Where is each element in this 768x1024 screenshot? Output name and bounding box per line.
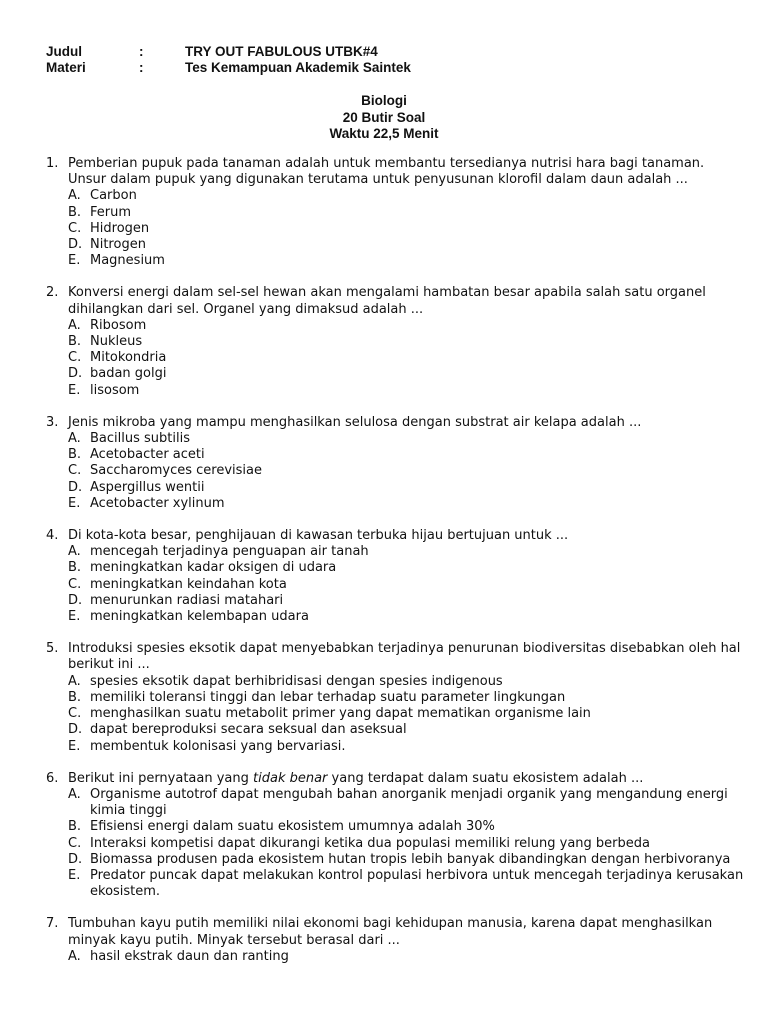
option-letter: E. (68, 738, 81, 754)
judul-colon: : (139, 44, 144, 59)
option-text: Magnesium (90, 253, 165, 269)
question-1 (46, 156, 746, 269)
option-item (68, 722, 746, 738)
option-letter: A. (68, 786, 81, 802)
option-letter: E. (68, 609, 81, 625)
question-list (46, 156, 746, 981)
option-item (68, 447, 746, 463)
option-list (68, 787, 746, 900)
question-4 (46, 528, 746, 625)
option-text: Hidrogen (90, 220, 150, 236)
option-letter: D. (68, 592, 83, 608)
option-item (68, 674, 746, 690)
judul-row (46, 44, 411, 60)
option-text: mencegah terjadinya penguapan air tanah (90, 544, 369, 560)
option-item (68, 949, 746, 965)
question-text: Di kota-kota besar, penghijauan di kawasan terbuka hijau bertujuan untuk ... (68, 528, 569, 544)
option-letter: C. (68, 706, 82, 722)
option-list (68, 674, 746, 755)
option-letter: A. (68, 673, 81, 689)
option-text: menghasilkan suatu metabolit primer yang dapat mematikan organisme lain (90, 706, 591, 722)
option-list (68, 318, 746, 399)
option-text: dapat bereproduksi secara seksual dan aseksual (90, 722, 407, 738)
option-letter: D. (68, 237, 83, 253)
option-item (68, 544, 746, 560)
option-item (68, 852, 746, 868)
option-letter: C. (68, 576, 82, 592)
time-limit: Waktu 22,5 Menit (329, 126, 439, 141)
question-7 (46, 916, 746, 965)
option-text: Carbon (90, 188, 137, 204)
materi-row (46, 60, 411, 76)
option-text: Nitrogen (90, 237, 146, 253)
option-list (68, 431, 746, 512)
option-letter: E. (68, 495, 81, 511)
option-item (68, 836, 746, 852)
option-item (68, 318, 746, 334)
question-5 (46, 641, 746, 754)
materi-value: Tes Kemampuan Akademik Saintek (185, 60, 411, 75)
option-letter: B. (68, 560, 82, 576)
option-item (68, 334, 746, 350)
option-text: Nukleus (90, 334, 143, 350)
option-item (68, 350, 746, 366)
question-number: 1. (46, 156, 59, 171)
option-item (68, 577, 746, 593)
materi-colon: : (139, 60, 144, 75)
option-text: lisosom (90, 382, 140, 398)
option-letter: E. (68, 253, 81, 269)
option-item (68, 188, 746, 204)
option-letter: B. (68, 204, 82, 220)
option-letter: E. (68, 867, 81, 883)
option-letter: A. (68, 317, 81, 333)
document-header (46, 44, 411, 76)
option-text: Saccharomyces cerevisiae (90, 463, 262, 479)
option-text: badan golgi (90, 366, 167, 382)
option-item (68, 253, 746, 269)
option-item (68, 690, 746, 706)
option-text: hasil ekstrak daun dan ranting (90, 948, 289, 964)
question-number: 6. (46, 770, 59, 786)
question-text-end: yang terdapat dalam suatu ekosistem adalah ... (327, 770, 644, 786)
option-letter: B. (68, 334, 82, 350)
option-letter: D. (68, 851, 83, 867)
option-text: Predator puncak dapat melakukan kontrol populasi herbivora untuk mencegah terjadinya kerusakan ekosistem. (90, 867, 744, 900)
option-text: Acetobacter xylinum (90, 495, 225, 511)
option-item (68, 431, 746, 447)
option-letter: A. (68, 188, 81, 204)
option-letter: B. (68, 819, 82, 835)
question-number: 5. (46, 641, 59, 657)
option-item (68, 480, 746, 496)
option-letter: B. (68, 447, 82, 463)
option-text: meningkatkan keindahan kota (90, 576, 287, 592)
question-text: Konversi energi dalam sel-sel hewan akan mengalami hambatan besar apabila salah satu organel dihilangkan dari sel. Organel yang dimaksud adalah ... (68, 285, 706, 317)
option-letter: D. (68, 366, 83, 382)
question-2 (46, 285, 746, 398)
option-item (68, 237, 746, 253)
question-6 (46, 771, 746, 901)
option-item (68, 609, 746, 625)
option-text: membentuk kolonisasi yang bervariasi. (90, 738, 346, 754)
question-text: Introduksi spesies eksotik dapat menyebabkan terjadinya penurunan biodiversitas disebabkan oleh hal berikut ini ... (68, 641, 741, 673)
option-text: menurunkan radiasi matahari (90, 592, 284, 608)
option-letter: C. (68, 220, 82, 236)
option-text: Mitokondria (90, 350, 167, 366)
question-text-emphasis: tidak benar (253, 770, 328, 786)
question-text-start: Berikut ini pernyataan yang (68, 770, 254, 786)
question-text (68, 771, 746, 787)
option-item (68, 366, 746, 382)
option-item (68, 706, 746, 722)
option-item (68, 739, 746, 755)
question-count: 20 Butir Soal (342, 109, 426, 125)
option-text: Biomassa produsen pada ekosistem hutan tropis lebih banyak dibandingkan dengan herbivoranya (90, 851, 731, 867)
option-item (68, 221, 746, 237)
question-number: 3. (46, 414, 59, 430)
option-text: Organisme autotrof dapat mengubah bahan anorganik menjadi organik yang mengandung energi kimia tinggi (90, 786, 728, 819)
question-number: 7. (46, 916, 59, 932)
option-item (68, 560, 746, 576)
option-item (68, 819, 746, 835)
option-list (68, 544, 746, 625)
option-text: memiliki toleransi tinggi dan lebar terhadap suatu parameter lingkungan (90, 689, 566, 705)
option-letter: E. (68, 382, 81, 398)
judul-label: Judul (46, 44, 82, 59)
option-letter: D. (68, 722, 83, 738)
question-number: 2. (46, 285, 59, 301)
judul-value: TRY OUT FABULOUS UTBK#4 (185, 44, 378, 59)
option-item (68, 787, 746, 819)
option-text: spesies eksotik dapat berhibridisasi dengan spesies indigenous (90, 673, 503, 689)
question-3 (46, 415, 746, 512)
option-letter: C. (68, 835, 82, 851)
question-text: Jenis mikroba yang mampu menghasilkan selulosa dengan substrat air kelapa adalah ... (68, 414, 642, 430)
option-letter: B. (68, 689, 82, 705)
option-item (68, 463, 746, 479)
option-item (68, 496, 746, 512)
option-text: Efisiensi energi dalam suatu ekosistem umumnya adalah 30% (90, 819, 495, 835)
title-block (0, 93, 768, 143)
option-text: Interaksi kompetisi dapat dikurangi ketika dua populasi memiliki relung yang berbeda (90, 835, 650, 851)
option-letter: C. (68, 350, 82, 366)
option-item (68, 205, 746, 221)
option-text: Aspergillus wentii (90, 479, 205, 495)
option-item (68, 593, 746, 609)
option-item (68, 383, 746, 399)
option-text: meningkatkan kadar oksigen di udara (90, 560, 337, 576)
option-text: Bacillus subtilis (90, 431, 190, 447)
option-text: Ferum (90, 204, 132, 220)
option-text: Acetobacter aceti (90, 447, 205, 463)
option-letter: D. (68, 479, 83, 495)
option-text: Ribosom (90, 317, 147, 333)
option-list (68, 949, 746, 965)
subject-title: Biologi (361, 93, 407, 108)
question-number: 4. (46, 528, 59, 544)
option-item (68, 868, 746, 900)
option-text: meningkatkan kelembapan udara (90, 609, 309, 625)
option-letter: A. (68, 431, 81, 447)
option-letter: A. (68, 544, 81, 560)
question-text: Tumbuhan kayu putih memiliki nilai ekonomi bagi kehidupan manusia, karena dapat menghasilkan minyak kayu putih. Minyak tersebut berasal dari ... (68, 916, 713, 948)
option-letter: C. (68, 463, 82, 479)
option-list (68, 188, 746, 269)
question-text: Pemberian pupuk pada tanaman adalah untuk membantu tersedianya nutrisi hara bagi tanaman. Unsur dalam pupuk yang digunakan terutama untuk penyusunan klorofil dalam daun adalah ... (68, 156, 705, 188)
materi-label: Materi (46, 60, 86, 75)
option-letter: A. (68, 948, 81, 964)
